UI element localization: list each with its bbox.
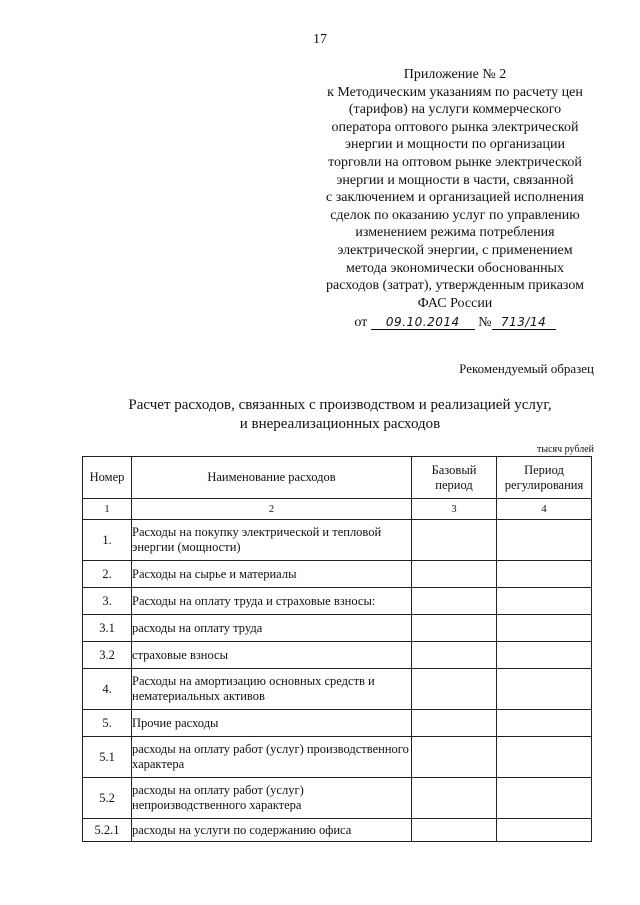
- column-index: 1: [83, 499, 132, 520]
- row-name: Прочие расходы: [132, 710, 412, 737]
- appendix-line: изменением режима потребления: [355, 225, 555, 241]
- table-row: [83, 588, 592, 615]
- page-number: 17: [313, 32, 327, 47]
- row-base-cell[interactable]: [412, 615, 497, 642]
- row-number: 5.2.1: [83, 819, 132, 842]
- order-prefix: от: [354, 315, 368, 331]
- row-name: Расходы на покупку электрической и тепловой энергии (мощности): [132, 520, 412, 561]
- table-row: [83, 737, 592, 778]
- row-number: 5.2: [83, 778, 132, 819]
- row-base-cell[interactable]: [412, 737, 497, 778]
- row-name: Расходы на сырье и материалы: [132, 561, 412, 588]
- row-name: расходы на оплату работ (услуг) производственного характера: [132, 737, 412, 778]
- document-title: [60, 396, 620, 434]
- row-number: 5.1: [83, 737, 132, 778]
- row-base-cell[interactable]: [412, 642, 497, 669]
- row-period-cell[interactable]: [497, 642, 592, 669]
- table-row: [83, 642, 592, 669]
- appendix-line: расходов (затрат), утвержденным приказом: [326, 278, 584, 294]
- row-number: 3.2: [83, 642, 132, 669]
- appendix-line: энергии и мощности по организации: [345, 137, 565, 153]
- column-index-row: [83, 499, 592, 520]
- row-period-cell[interactable]: [497, 588, 592, 615]
- order-number-label: №: [478, 315, 492, 331]
- header-name: Наименование расходов: [132, 457, 412, 499]
- header-number: Номер: [83, 457, 132, 499]
- title-line: и внереализационных расходов: [239, 416, 441, 432]
- appendix-line: с заключением и организацией исполнения: [326, 190, 584, 206]
- costs-table: [82, 456, 592, 842]
- row-base-cell[interactable]: [412, 669, 497, 710]
- row-period-cell[interactable]: [497, 669, 592, 710]
- row-period-cell[interactable]: [497, 615, 592, 642]
- appendix-line: энергии и мощности в части, связанной: [336, 172, 574, 188]
- row-number: 1.: [83, 520, 132, 561]
- order-reference: [300, 314, 610, 332]
- row-name: расходы на услуги по содержанию офиса: [132, 819, 412, 842]
- row-name: расходы на оплату работ (услуг) непроизводственного характера: [132, 778, 412, 819]
- row-base-cell[interactable]: [412, 520, 497, 561]
- table-row: [83, 615, 592, 642]
- row-period-cell[interactable]: [497, 561, 592, 588]
- appendix-line: электрической энергии, с применением: [337, 242, 573, 258]
- table-row: [83, 819, 592, 842]
- table-row: [83, 710, 592, 737]
- header-base: Базовый период: [412, 457, 497, 499]
- row-base-cell[interactable]: [412, 710, 497, 737]
- appendix-line: торговли на оптовом рынке электрической: [328, 154, 582, 170]
- row-number: 4.: [83, 669, 132, 710]
- row-period-cell[interactable]: [497, 737, 592, 778]
- appendix-line: оператора оптового рынка электрической: [331, 119, 579, 135]
- row-period-cell[interactable]: [497, 710, 592, 737]
- table-row: [83, 561, 592, 588]
- appendix-header: [300, 66, 610, 332]
- row-period-cell[interactable]: [497, 778, 592, 819]
- row-period-cell[interactable]: [497, 520, 592, 561]
- table-row: [83, 520, 592, 561]
- table-header-row: [83, 457, 592, 499]
- row-number: 5.: [83, 710, 132, 737]
- column-index: 4: [497, 499, 592, 520]
- table-row: [83, 669, 592, 710]
- row-name: расходы на оплату труда: [132, 615, 412, 642]
- row-name: Расходы на амортизацию основных средств и нематериальных активов: [132, 669, 412, 710]
- row-number: 3.1: [83, 615, 132, 642]
- recommended-sample-label: Рекомендуемый образец: [459, 361, 594, 376]
- order-number: 713/14: [492, 315, 556, 330]
- appendix-line: ФАС России: [417, 295, 493, 311]
- row-base-cell[interactable]: [412, 778, 497, 819]
- row-base-cell[interactable]: [412, 588, 497, 615]
- appendix-line: (тарифов) на услуги коммерческого: [348, 102, 562, 118]
- row-base-cell[interactable]: [412, 819, 497, 842]
- title-line: Расчет расходов, связанных с производством и реализацией услуг,: [128, 397, 552, 413]
- units-label: тысяч рублей: [536, 444, 594, 455]
- row-number: 2.: [83, 561, 132, 588]
- row-number: 3.: [83, 588, 132, 615]
- header-period: Период регулирования: [497, 457, 592, 499]
- appendix-line: сделок по оказанию услуг по управлению: [330, 207, 580, 223]
- column-index: 2: [132, 499, 412, 520]
- appendix-title: Приложение № 2: [403, 67, 507, 82]
- row-period-cell[interactable]: [497, 819, 592, 842]
- order-date: 09.10.2014: [371, 315, 475, 330]
- row-name: Расходы на оплату труда и страховые взносы:: [132, 588, 412, 615]
- appendix-line: к Методическим указаниям по расчету цен: [327, 84, 583, 100]
- table-row: [83, 778, 592, 819]
- appendix-line: метода экономически обоснованных: [346, 260, 564, 276]
- row-name: страховые взносы: [132, 642, 412, 669]
- row-base-cell[interactable]: [412, 561, 497, 588]
- column-index: 3: [412, 499, 497, 520]
